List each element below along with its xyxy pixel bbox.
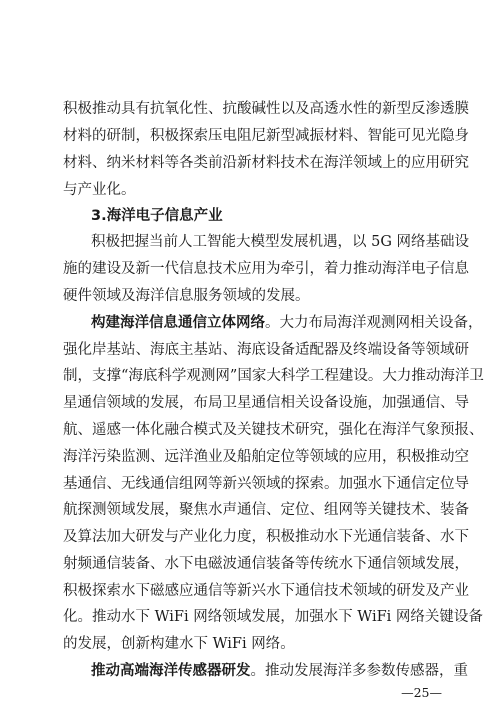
paragraph-3-lead: 构建海洋信息通信立体网络 [91, 314, 265, 331]
paragraph-1-line-2: 材料的研制，积极探索压电阻尼新型减振材料、智能可见光隐身 [63, 128, 469, 144]
paragraph-3-line-13: 的发展，创新构建水下 WiFi 网络。 [63, 636, 295, 652]
paragraph-1-line-1: 积极推动具有抗氧化性、抗酸碱性以及高透水性的新型反渗透膜 [63, 101, 469, 117]
paragraph-4-line-1 [91, 661, 468, 681]
paragraph-4-lead: 推动高端海洋传感器研发 [91, 662, 251, 679]
paragraph-3-line-12: 化。推动水下 WiFi 网络领域发展，加强水下 WiFi 网络关键设备 [63, 609, 483, 625]
paragraph-3-line-7: 基通信、无线通信组网等新兴领域的探索。加强水下通信定位导 [63, 476, 469, 492]
paragraph-3-line-8: 航探测领域发展，聚焦水声通信、定位、组网等关键技术、装备 [63, 502, 469, 518]
paragraph-3-line-2: 强化岸基站、海底主基站、海底设备适配器及终端设备等领域研 [63, 342, 469, 358]
section-heading: 3.海洋电子信息产业 [91, 208, 223, 224]
paragraph-3-line-10: 射频通信装备、水下电磁波通信装备等传统水下通信领域发展， [63, 556, 469, 572]
paragraph-3-line-5: 航、遥感一体化融合模式及关键技术研究，强化在海洋气象预报、 [63, 422, 484, 438]
paragraph-3-line-6: 海洋污染监测、远洋渔业及船舶定位等领域的应用，积极推动空 [63, 449, 469, 465]
paragraph-3-line-11: 积极探索水下磁感应通信等新兴水下通信技术领域的研发及产业 [63, 583, 469, 599]
paragraph-4-line-1-rest: 。推动发展海洋多参数传感器，重 [250, 663, 468, 679]
paragraph-3-line-4: 星通信领域的发展，布局卫星通信相关设备设施，加强通信、导 [63, 395, 469, 411]
paragraph-2-line-3: 硬件领域及海洋信息服务领域的发展。 [63, 288, 310, 304]
paragraph-2-line-2: 施的建设及新一代信息技术应用为牵引，着力推动海洋电子信息 [63, 261, 469, 277]
paragraph-1-line-3: 材料、纳米材料等各类前沿新材料技术在海洋领域上的应用研究 [63, 155, 469, 171]
paragraph-3-line-9: 及算法加大研发与产业化力度，积极推动水下光通信装备、水下 [63, 529, 469, 545]
page-number: —25— [401, 685, 442, 700]
paragraph-3-line-3: 制，支撑“海底科学观测网”国家大科学工程建设。大力推动海洋卫 [63, 368, 484, 384]
paragraph-1-line-4: 与产业化。 [63, 182, 136, 198]
paragraph-3-line-1-rest: 。大力布局海洋观测网相关设备， [265, 315, 483, 331]
paragraph-2-line-1: 积极把握当前人工智能大模型发展机遇，以 5G 网络基础设 [91, 234, 470, 250]
paragraph-3-line-1 [91, 313, 483, 333]
